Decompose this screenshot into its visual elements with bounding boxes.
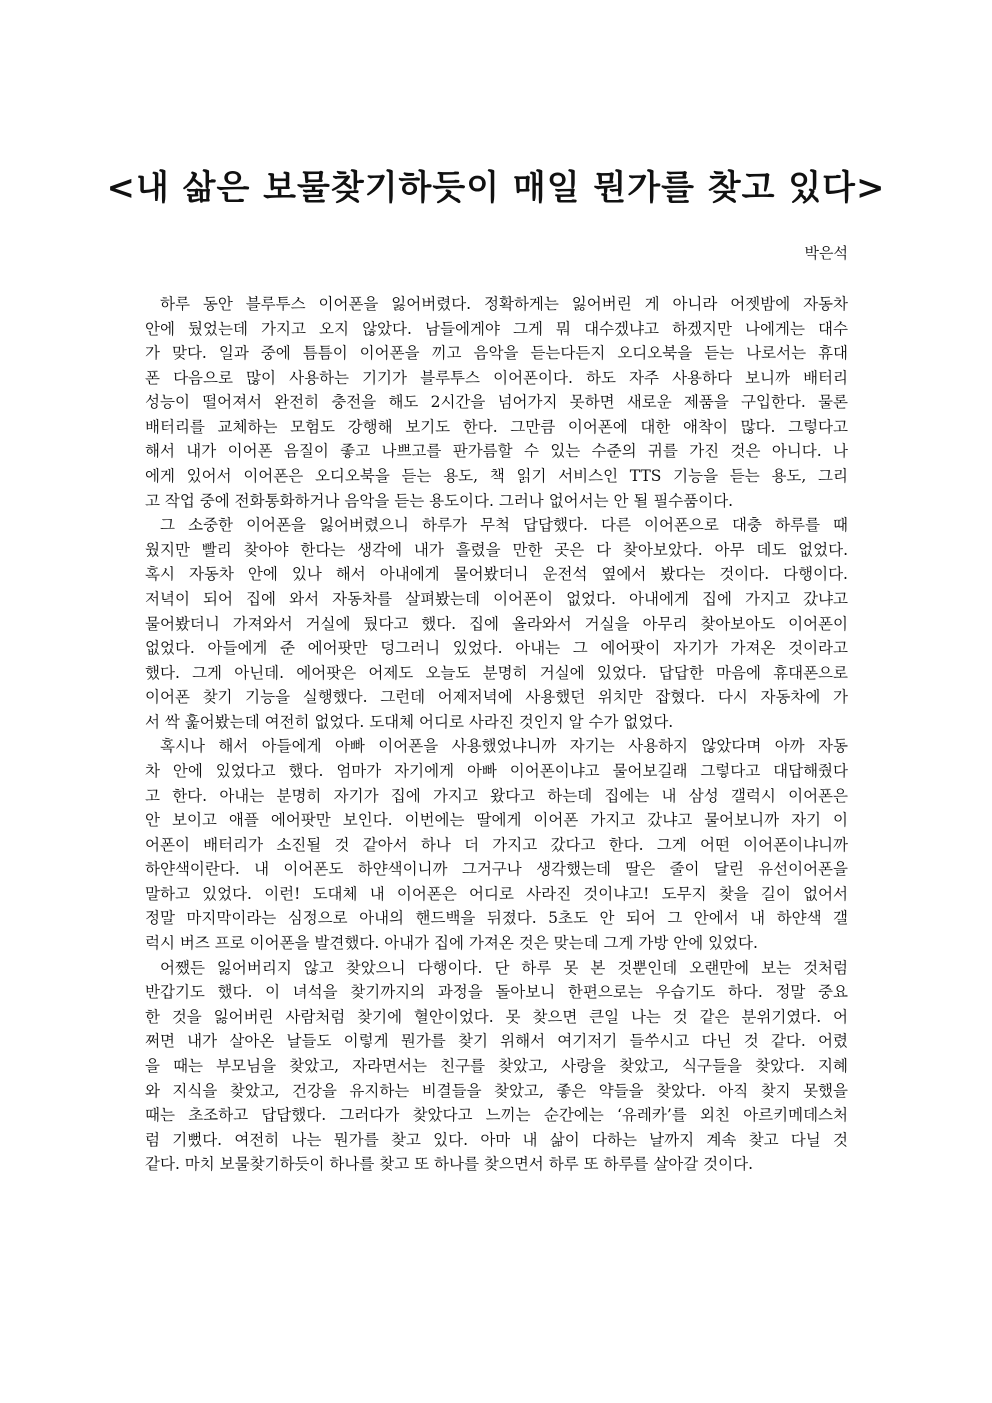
text-line: 혹시 자동차 안에 있나 해서 아내에게 물어봤더니 운전석 옆에서 봤다는 것이다. 다행이다.: [145, 565, 848, 584]
text-line: 혹시나 해서 아들에게 아빠 이어폰을 사용했었냐니까 자기는 사용하지 않았다며 아까 자동: [160, 737, 848, 756]
author-name: 박은석: [804, 244, 848, 262]
text-line: 와 지식을 찾았고, 건강을 유지하는 비결들을 찾았고, 좋은 약들을 찾았다. 아직 찾지 못했을: [145, 1081, 848, 1100]
text-line: 차 안에 있었다고 했다. 엄마가 자기에게 아빠 이어폰이냐고 물어보길래 그렇다고 대답해줬다: [145, 761, 848, 780]
paragraph: [145, 513, 848, 734]
text-line: 하얀색이란다. 내 이어폰도 하얀색이니까 그거구나 생각했는데 딸은 줄이 달린 유선이어폰을: [145, 860, 848, 879]
paragraph: [145, 956, 848, 1177]
text-line: 서 싹 훑어봤는데 여전히 없었다. 도대체 어디로 사라진 것인지 알 수가 없었다.: [145, 712, 674, 731]
text-line: 고 한다. 아내는 분명히 자기가 집에 가지고 왔다고 하는데 집에는 내 삼성 갤럭시 이어폰은: [145, 786, 848, 805]
text-line: 했다. 그게 아닌데. 에어팟은 어제도 오늘도 분명히 거실에 있었다. 답답한 마음에 휴대폰으로: [145, 663, 848, 682]
text-line: 어쨌든 잃어버리지 않고 찾았으니 다행이다. 단 하루 못 본 것뿐인데 오랜만에 보는 것처럼: [160, 958, 848, 977]
text-line: 안 보이고 애플 에어팟만 보인다. 이번에는 딸에게 이어폰 가지고 갔냐고 물어보니까 자기 이: [145, 811, 848, 830]
text-line: 정말 마지막이라는 심정으로 아내의 핸드백을 뒤졌다. 5초도 안 되어 그 안에서 내 하얀색 갤: [145, 909, 848, 928]
text-line: 성능이 떨어져서 완전히 충전을 해도 2시간을 넘어가지 못하면 새로운 제품을 구입한다. 물론: [145, 393, 848, 412]
text-line: 말하고 있었다. 이런! 도대체 내 이어폰은 어디로 사라진 것이냐고! 도무지 찾을 길이 없어서: [145, 884, 848, 903]
document-body: [145, 292, 848, 1177]
text-line: 고 작업 중에 전화통화하거나 음악을 듣는 용도이다. 그러나 없어서는 안 될 필수품이다.: [145, 491, 734, 510]
text-line: 반갑기도 했다. 이 녀석을 찾기까지의 과정을 돌아보니 한편으로는 우습기도 하다. 정말 중요: [145, 983, 848, 1002]
text-line: 을 때는 부모님을 찾았고, 자라면서는 친구를 찾았고, 사랑을 찾았고, 식구들을 찾았다. 지혜: [145, 1056, 848, 1075]
text-line: 물어봤더니 가져와서 거실에 뒀다고 했다. 집에 올라와서 거실을 아무리 찾아보아도 이어폰이: [145, 614, 848, 633]
paragraph: [145, 292, 848, 513]
text-line: 그 소중한 이어폰을 잃어버렸으니 하루가 무척 답답했다. 다른 이어폰으로 대충 하루를 때: [160, 516, 848, 535]
text-line: 어폰이 배터리가 소진될 것 같아서 하나 더 가지고 갔다고 한다. 그게 어떤 이어폰이냐니까: [145, 835, 848, 854]
text-line: 때는 초조하고 답답했다. 그러다가 찾았다고 느끼는 순간에는 ‘유레카’를 외친 아르키메데스처: [145, 1106, 848, 1125]
text-line: 럭시 버즈 프로 이어폰을 발견했다. 아내가 집에 가져온 것은 맞는데 그게 가방 안에 있었다.: [145, 934, 758, 953]
text-line: 없었다. 아들에게 준 에어팟만 덩그러니 있었다. 아내는 그 에어팟이 자기가 가져온 것이라고: [145, 639, 848, 658]
text-line: 배터리를 교체하는 모험도 강행해 보기도 한다. 그만큼 이어폰에 대한 애착이 많다. 그렇다고: [145, 417, 848, 436]
text-line: 웠지만 빨리 찾아야 한다는 생각에 내가 흘렸을 만한 곳은 다 찾아보았다. 아무 데도 없었다.: [145, 540, 848, 559]
text-line: 가 맞다. 일과 중에 틈틈이 이어폰을 끼고 음악을 듣는다든지 오디오북을 듣는 나로서는 휴대: [145, 344, 848, 363]
text-line: 하루 동안 블루투스 이어폰을 잃어버렸다. 정확하게는 잃어버린 게 아니라 어젯밤에 자동차: [160, 295, 848, 313]
text-line: 쩌면 내가 살아온 날들도 이렇게 뭔가를 찾기 위해서 여기저기 들쑤시고 다닌 것 같다. 어렸: [145, 1032, 848, 1051]
text-line: 같다. 마치 보물찾기하듯이 하나를 찾고 또 하나를 찾으면서 하루 또 하루를 살아갈 것이다.: [145, 1155, 754, 1174]
text-line: 저녁이 되어 집에 와서 자동차를 살펴봤는데 이어폰이 없었다. 아내에게 집에 가지고 갔냐고: [145, 589, 848, 608]
text-line: 해서 내가 이어폰 음질이 좋고 나쁘고를 판가름할 수 있는 수준의 귀를 가진 것은 아니다. 나: [145, 442, 848, 461]
text-line: 안에 뒀었는데 가지고 오지 않았다. 남들에게야 그게 뭐 대수겠냐고 하겠지만 나에게는 대수: [145, 319, 848, 338]
paragraph: [145, 734, 848, 955]
document-title: <내 삶은 보물찾기하듯이 매일 뭔가를 찾고 있다>: [106, 168, 886, 208]
text-line: 럼 기뻤다. 여전히 나는 뭔가를 찾고 있다. 아마 내 삶이 다하는 날까지 계속 찾고 다닐 것: [145, 1130, 848, 1149]
text-line: 폰 다음으로 많이 사용하는 기기가 블루투스 이어폰이다. 하도 자주 사용하다 보니까 배터리: [145, 368, 848, 387]
text-line: 이어폰 찾기 기능을 실행했다. 그런데 어제저녁에 사용했던 위치만 잡혔다. 다시 자동차에 가: [145, 688, 848, 707]
text-line: 에게 있어서 이어폰은 오디오북을 듣는 용도, 책 읽기 서비스인 TTS 기능을 듣는 용도, 그리: [145, 467, 848, 486]
text-line: 한 것을 잃어버린 사람처럼 찾기에 혈안이었다. 못 찾으면 큰일 나는 것 같은 분위기였다. 어: [145, 1007, 848, 1026]
